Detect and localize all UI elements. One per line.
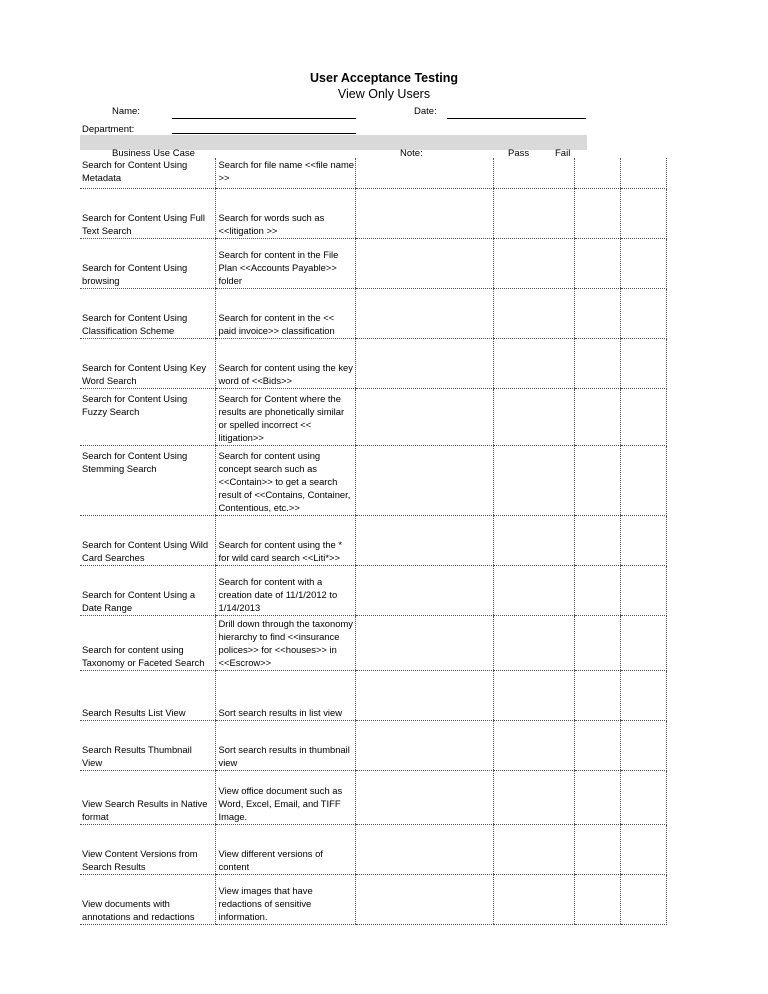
blank-cell [493, 515, 574, 565]
note-cell[interactable] [355, 188, 493, 238]
description-cell: Search for Content where the results are phonetically similar or spelled incorrect << litigation>> [215, 388, 355, 445]
note-cell[interactable] [355, 445, 493, 515]
fail-cell[interactable] [620, 158, 666, 188]
fail-cell[interactable] [620, 824, 666, 874]
fail-cell[interactable] [620, 720, 666, 770]
use-case-cell: Search for Content Using Stemming Search [80, 445, 215, 515]
use-case-cell: Search for Content Using a Date Range [80, 565, 215, 615]
description-cell: View different versions of content [215, 824, 355, 874]
pass-cell[interactable] [574, 874, 620, 924]
table-row [80, 388, 666, 445]
table-row [80, 188, 666, 238]
description-cell: Search for content using concept search such as <<Contain>> to get a search result of <<Contains, Container, Contentious, etc.>> [215, 445, 355, 515]
description-cell: Search for file name <<file name >> [215, 158, 355, 188]
note-cell[interactable] [355, 824, 493, 874]
use-case-cell: Search for Content Using Fuzzy Search [80, 388, 215, 445]
blank-cell [493, 824, 574, 874]
blank-cell [493, 670, 574, 720]
table-row [80, 670, 666, 720]
table-row [80, 720, 666, 770]
blank-cell [493, 338, 574, 388]
table-row [80, 615, 666, 670]
fail-cell[interactable] [620, 238, 666, 288]
pass-cell[interactable] [574, 565, 620, 615]
note-cell[interactable] [355, 565, 493, 615]
fail-cell[interactable] [620, 565, 666, 615]
pass-cell[interactable] [574, 670, 620, 720]
blank-cell [493, 445, 574, 515]
date-field[interactable] [447, 118, 586, 119]
pass-cell[interactable] [574, 188, 620, 238]
table-row [80, 158, 666, 188]
description-cell: Search for content with a creation date of 11/1/2012 to 1/14/2013 [215, 565, 355, 615]
table-row [80, 770, 666, 824]
pass-cell[interactable] [574, 288, 620, 338]
pass-cell[interactable] [574, 615, 620, 670]
fail-cell[interactable] [620, 874, 666, 924]
blank-cell [493, 238, 574, 288]
description-cell: Search for content in the << paid invoice>> classification [215, 288, 355, 338]
note-cell[interactable] [355, 615, 493, 670]
use-case-cell: Search for Content Using Wild Card Searches [80, 515, 215, 565]
date-label: Date: [414, 106, 437, 117]
pass-cell[interactable] [574, 158, 620, 188]
description-cell: Search for content in the File Plan <<Accounts Payable>> folder [215, 238, 355, 288]
table-row [80, 288, 666, 338]
pass-cell[interactable] [574, 338, 620, 388]
use-case-cell: Search Results List View [80, 670, 215, 720]
table-row [80, 565, 666, 615]
pass-cell[interactable] [574, 720, 620, 770]
description-cell: Search for content using the key word of <<Bids>> [215, 338, 355, 388]
column-header-business-use-case: Business Use Case [112, 148, 195, 159]
blank-cell [493, 388, 574, 445]
fail-cell[interactable] [620, 388, 666, 445]
fail-cell[interactable] [620, 770, 666, 824]
note-cell[interactable] [355, 770, 493, 824]
description-cell: View images that have redactions of sensitive information. [215, 874, 355, 924]
note-cell[interactable] [355, 720, 493, 770]
table-row [80, 338, 666, 388]
use-case-cell: Search for content using Taxonomy or Faceted Search [80, 615, 215, 670]
column-header-note: Note: [400, 148, 423, 159]
use-case-cell: View Content Versions from Search Results [80, 824, 215, 874]
pass-cell[interactable] [574, 445, 620, 515]
description-cell: View office document such as Word, Excel, Email, and TIFF Image. [215, 770, 355, 824]
description-cell: Sort search results in thumbnail view [215, 720, 355, 770]
pass-cell[interactable] [574, 824, 620, 874]
use-case-cell: Search Results Thumbnail View [80, 720, 215, 770]
table-row [80, 824, 666, 874]
fail-cell[interactable] [620, 615, 666, 670]
description-cell: Drill down through the taxonomy hierarchy to find <<insurance polices>> for <<houses>> in <<Escrow>> [215, 615, 355, 670]
blank-cell [493, 720, 574, 770]
department-field[interactable] [172, 133, 356, 134]
blank-cell [493, 615, 574, 670]
fail-cell[interactable] [620, 338, 666, 388]
blank-cell [493, 188, 574, 238]
description-cell: Search for words such as <<litigation >> [215, 188, 355, 238]
note-cell[interactable] [355, 338, 493, 388]
table-row [80, 874, 666, 924]
table-row [80, 445, 666, 515]
table-row [80, 515, 666, 565]
use-case-cell: Search for Content Using browsing [80, 238, 215, 288]
name-field[interactable] [172, 118, 356, 119]
pass-cell[interactable] [574, 770, 620, 824]
column-header-fail: Fail [555, 148, 571, 159]
use-case-cell: Search for Content Using Full Text Search [80, 188, 215, 238]
blank-cell [493, 158, 574, 188]
note-cell[interactable] [355, 238, 493, 288]
column-header-pass: Pass [508, 148, 530, 159]
note-cell[interactable] [355, 874, 493, 924]
fail-cell[interactable] [620, 515, 666, 565]
fail-cell[interactable] [620, 670, 666, 720]
description-cell: Sort search results in list view [215, 670, 355, 720]
fail-cell[interactable] [620, 445, 666, 515]
page-title: User Acceptance Testing [310, 71, 458, 85]
use-case-cell: Search for Content Using Metadata [80, 158, 215, 188]
table-row [80, 238, 666, 288]
description-cell: Search for content using the * for wild card search <<Liti*>> [215, 515, 355, 565]
department-label: Department: [82, 124, 135, 135]
note-cell[interactable] [355, 288, 493, 338]
use-case-cell: View documents with annotations and redactions [80, 874, 215, 924]
name-label: Name: [112, 106, 140, 117]
fail-cell[interactable] [620, 188, 666, 238]
use-case-cell: Search for Content Using Key Word Search [80, 338, 215, 388]
fail-cell[interactable] [620, 288, 666, 338]
note-cell[interactable] [355, 388, 493, 445]
use-case-cell: View Search Results in Native format [80, 770, 215, 824]
note-cell[interactable] [355, 158, 493, 188]
pass-cell[interactable] [574, 238, 620, 288]
pass-cell[interactable] [574, 515, 620, 565]
test-case-table [80, 158, 667, 925]
use-case-cell: Search for Content Using Classification Scheme [80, 288, 215, 338]
blank-cell [493, 874, 574, 924]
pass-cell[interactable] [574, 388, 620, 445]
note-cell[interactable] [355, 515, 493, 565]
blank-cell [493, 565, 574, 615]
page-subtitle: View Only Users [337, 87, 431, 101]
blank-cell [493, 770, 574, 824]
note-cell[interactable] [355, 670, 493, 720]
blank-cell [493, 288, 574, 338]
